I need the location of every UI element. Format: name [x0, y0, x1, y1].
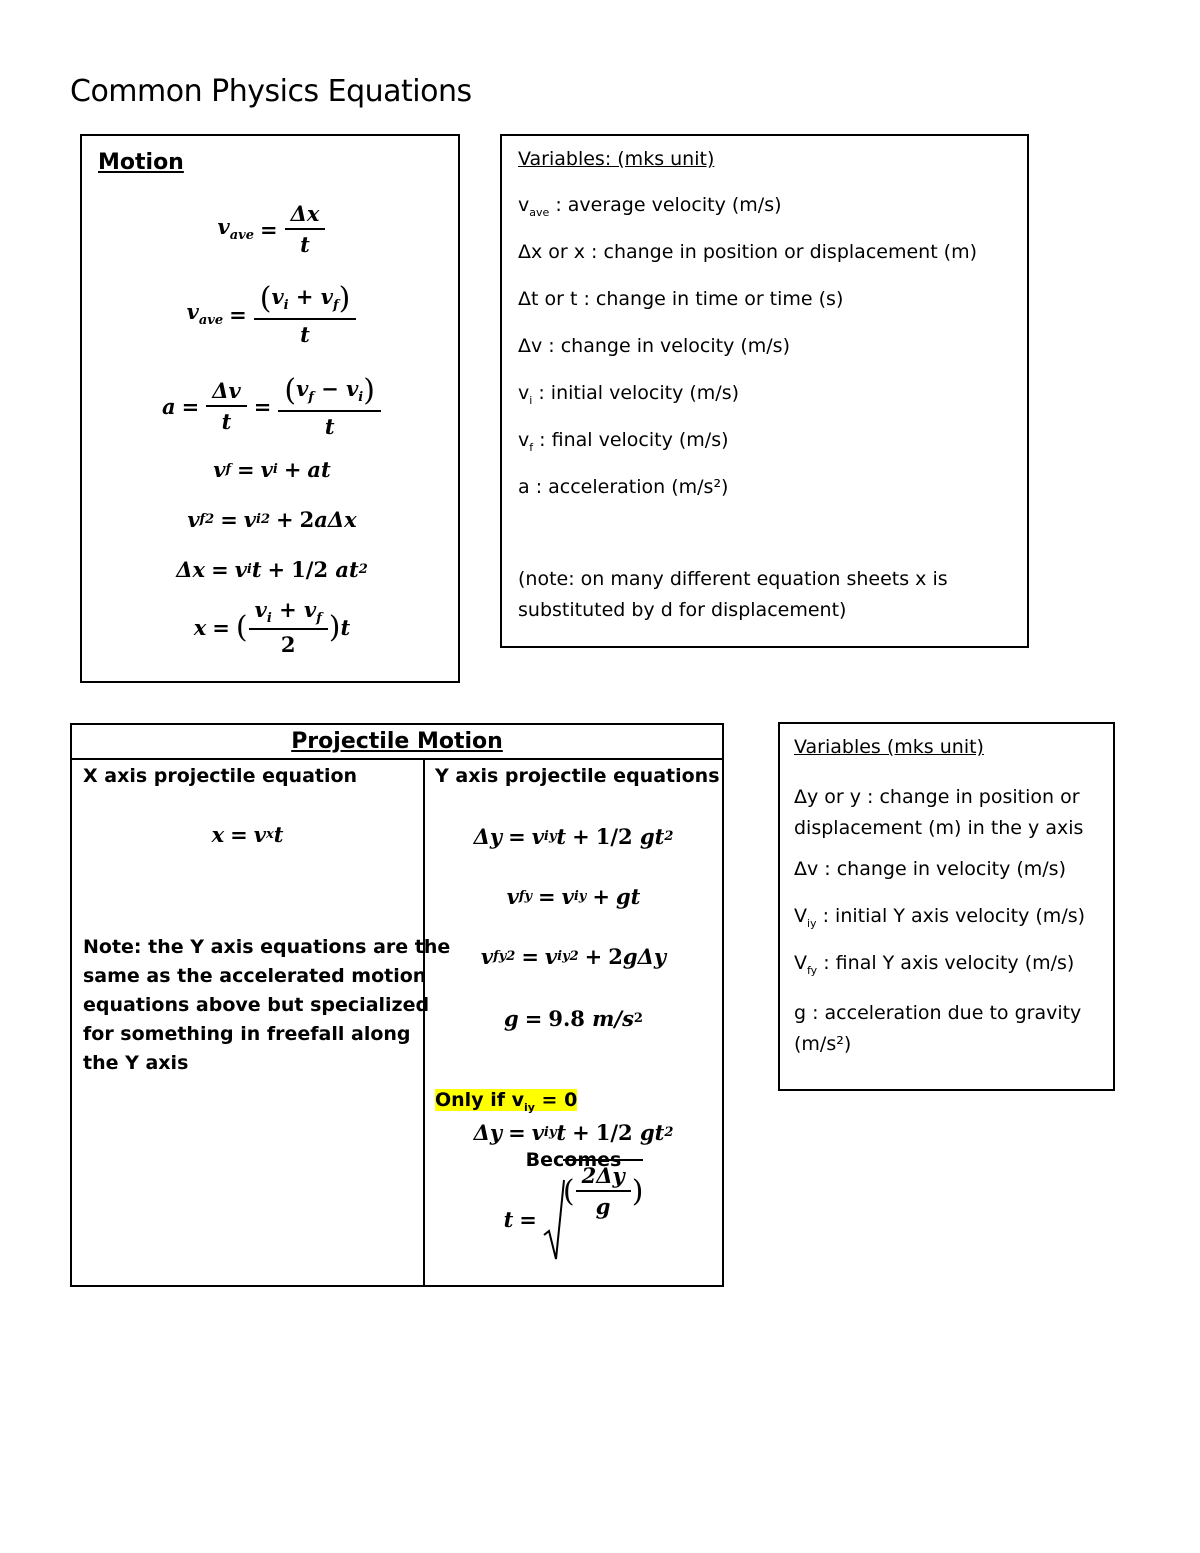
- eq-x-average: x = ( $\frac{v_i + v_f}{2}$ ) t: [193, 596, 351, 658]
- variable-subscript: i: [529, 393, 533, 407]
- dy-definition: Δy or y : change in position or displacement (m) in the y axis: [794, 786, 1084, 839]
- variable-symbol: Δt or t: [518, 288, 578, 310]
- variables-box-projectile: [778, 722, 1115, 1091]
- y-eq-vfy-squared: v fy 2 = v iy 2 + 2 gΔy: [480, 943, 667, 969]
- x-equation: x = v x t: [211, 821, 284, 847]
- time-equation: t = ( $\frac{2\Delta y}{g}$ ): [425, 1177, 722, 1261]
- x-note-line: equations above but specialized: [83, 994, 430, 1016]
- x-note-line: for something in freefall along: [83, 1023, 411, 1045]
- variable-description: : acceleration (m/s²): [529, 476, 729, 498]
- variable-item: [518, 476, 728, 501]
- eq-vf-squared: v f 2 = v i 2 + 2 aΔx: [187, 506, 357, 532]
- variable-item: [518, 194, 782, 219]
- variable-item: [518, 429, 729, 454]
- eq-displacement: Δx = v i t + 1/2 at 2: [176, 556, 368, 582]
- variable-description: : initial Y axis velocity (m/s): [816, 905, 1086, 927]
- eq-vf: v f = v i + at: [213, 456, 331, 482]
- variable-symbol: Δv: [518, 335, 543, 357]
- becomes-label: Becomes: [525, 1149, 622, 1171]
- variables-box-motion: [500, 134, 1029, 648]
- variable-subscript: iy: [807, 916, 817, 930]
- variable-subscript: fy: [807, 963, 818, 977]
- variable-symbol: Δv: [794, 858, 819, 880]
- variable-item: [518, 241, 977, 266]
- variable-description: : change in velocity (m/s): [542, 335, 790, 357]
- x-axis-note: [83, 933, 450, 1078]
- variable-description: : change in velocity (m/s): [818, 858, 1066, 880]
- motion-heading: Motion: [98, 150, 184, 175]
- y-eq-gravity: g = 9.8 m/s 2: [504, 1005, 643, 1031]
- variable-symbol: a: [518, 476, 530, 498]
- only-if-condition: Only if $v_{iy} = 0$: [435, 1089, 578, 1114]
- table-divider: [72, 758, 722, 760]
- eq-vave-dx: $v_{ave}$ = $\frac{\Delta x}{t}$: [82, 196, 462, 262]
- projectile-motion-table: [70, 723, 724, 1287]
- x-note-line: Note: the Y axis equations are the: [83, 936, 451, 958]
- variable-symbol: v: [518, 429, 530, 451]
- y-axis-header: Y axis projectile equations: [435, 765, 720, 787]
- motion-box: [80, 134, 460, 683]
- variable-symbol: v: [518, 194, 530, 216]
- variable-description: : final velocity (m/s): [533, 429, 729, 451]
- variables-heading: Variables: (mks unit): [518, 148, 715, 170]
- x-note-line: the Y axis: [83, 1052, 189, 1074]
- variables-note: (note: on many different equation sheets x is substituted by d for displacement): [518, 568, 948, 621]
- y-eq-displacement-repeat: Δy = v iy t + 1/2 gt 2: [473, 1119, 674, 1145]
- variable-item: [794, 858, 1066, 883]
- eq-vave-avg: $v_{ave}$ = $\frac{(v_i + v_f)}{t}$: [82, 278, 462, 350]
- variable-item: [794, 952, 1074, 977]
- variable-item: [518, 335, 790, 360]
- variable-symbol: V: [794, 905, 807, 927]
- variables-heading-2: Variables (mks unit): [794, 736, 984, 758]
- y-eq-displacement: Δy = v iy t + 1/2 gt 2: [473, 823, 674, 849]
- variable-item: [518, 382, 739, 407]
- gravity-definition: g : acceleration due to gravity (m/s²): [794, 1002, 1082, 1055]
- variable-description: : final Y axis velocity (m/s): [817, 952, 1075, 974]
- variable-subscript: ave: [529, 205, 550, 219]
- sqrt-icon: [543, 1177, 565, 1261]
- x-note-line: same as the accelerated motion: [83, 965, 427, 987]
- y-eq-vfy: v fy = v iy + gt: [506, 883, 641, 909]
- variable-description: : change in time or time (s): [577, 288, 844, 310]
- page-title: Common Physics Equations: [70, 74, 472, 109]
- variable-symbol: V: [794, 952, 807, 974]
- variable-description: : change in position or displacement (m): [585, 241, 978, 263]
- x-axis-header: X axis projectile equation: [83, 765, 358, 787]
- eq-acceleration: a = $\frac{\Delta v}{t}$ = $\frac{(v_f - v_i)}{t}$: [82, 370, 462, 442]
- variable-symbol: Δx or x: [518, 241, 586, 263]
- projectile-heading: Projectile Motion: [291, 729, 503, 754]
- variable-description: : initial velocity (m/s): [532, 382, 740, 404]
- variable-description: : average velocity (m/s): [549, 194, 782, 216]
- variable-symbol: v: [518, 382, 530, 404]
- variable-item: [794, 905, 1085, 930]
- variable-subscript: f: [529, 440, 534, 454]
- variable-item: [518, 288, 843, 313]
